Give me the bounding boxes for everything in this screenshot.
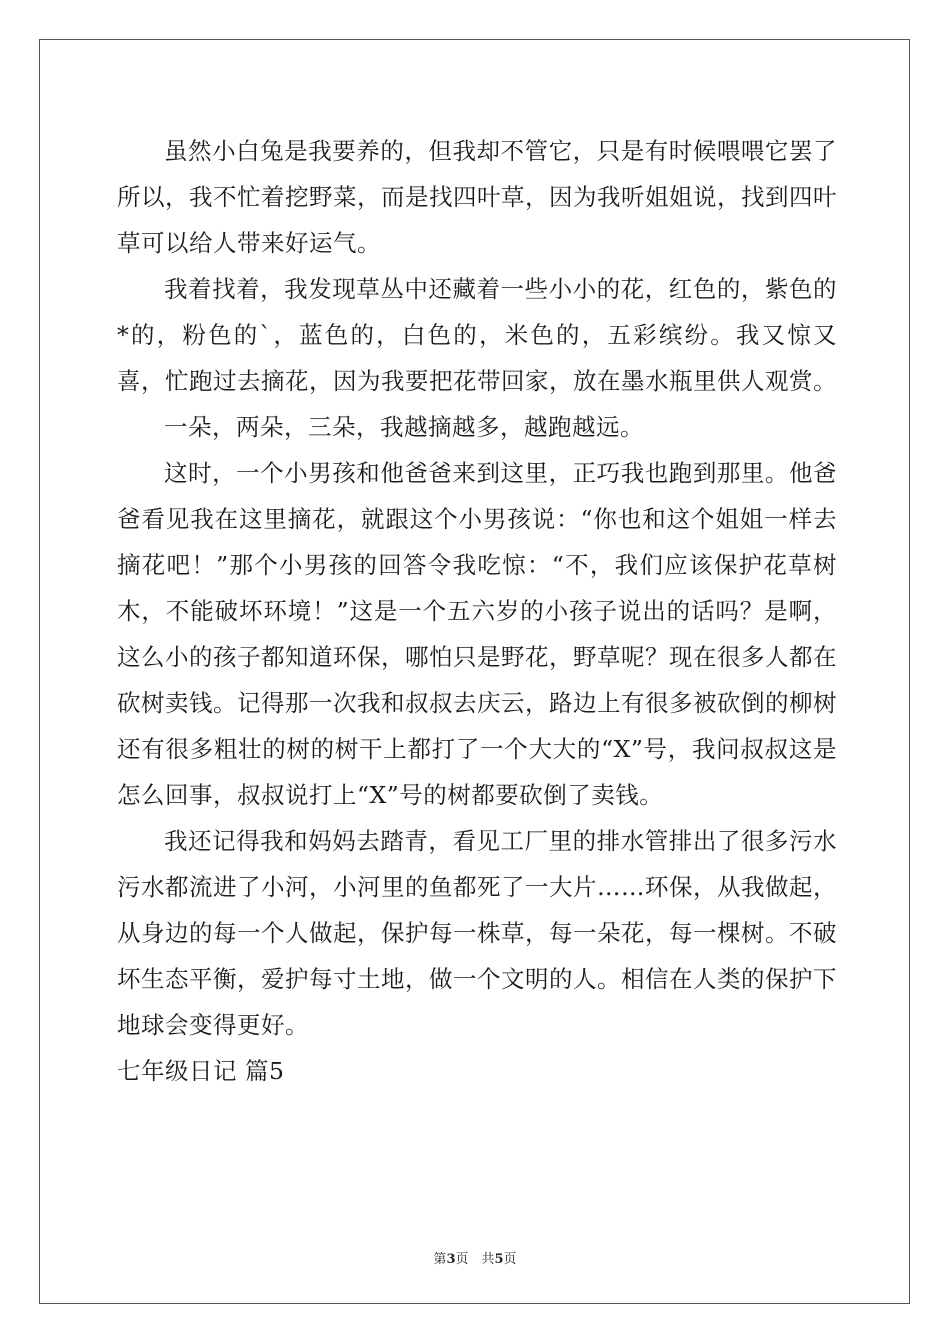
section-heading: 七年级日记 篇5 [117, 1057, 285, 1085]
page-suffix: 页 [503, 1252, 517, 1267]
paragraph: 一朵，两朵，三朵，我越摘越多，越跑越远。 [164, 413, 644, 441]
paragraph: 我还记得我和妈妈去踏青，看见工厂里的排水管排出了很多污水污水都流进了小河，小河里的鱼都死了一大片……环保，从我做起，从身边的每一个人做起，保护每一株草，每一朵花，每一棵树。不破坏生态平衡，爱护每寸土地，做一个文明的人。相信在人类的保护下地球会变得更好。 [117, 827, 837, 1039]
page-total: 5 [494, 1252, 504, 1267]
paragraph: 虽然小白兔是我要养的，但我却不管它，只是有时候喂喂它罢了所以，我不忙着挖野菜，而是找四叶草，因为我听姐姐说，找到四叶草可以给人带来好运气。 [117, 137, 837, 257]
document-body [117, 128, 837, 1094]
page-current: 3 [446, 1252, 456, 1267]
paragraph: 这时，一个小男孩和他爸爸来到这里，正巧我也跑到那里。他爸爸看见我在这里摘花，就跟这个小男孩说：“你也和这个姐姐一样去摘花吧！”那个小男孩的回答令我吃惊：“不，我们应该保护花草树木，不能破坏环境！”这是一个五六岁的小孩子说出的话吗？是啊，这么小的孩子都知道环保，哪怕只是野花，野草呢？现在很多人都在砍树卖钱。记得那一次我和叔叔去庆云，路边上有很多被砍倒的柳树还有很多粗壮的树的树干上都打了一个大大的“X”号，我问叔叔这是怎么回事，叔叔说打上“X”号的树都要砍倒了卖钱。 [117, 459, 837, 809]
page-prefix: 第 [433, 1252, 447, 1267]
page-mid: 页 共 [455, 1252, 495, 1267]
page-footer [0, 1248, 950, 1267]
paragraph: 我着找着，我发现草丛中还藏着一些小小的花，红色的，紫色的*的，粉色的`，蓝色的，白色的，米色的，五彩缤纷。我又惊又喜，忙跑过去摘花，因为我要把花带回家，放在墨水瓶里供人观赏。 [117, 275, 837, 395]
